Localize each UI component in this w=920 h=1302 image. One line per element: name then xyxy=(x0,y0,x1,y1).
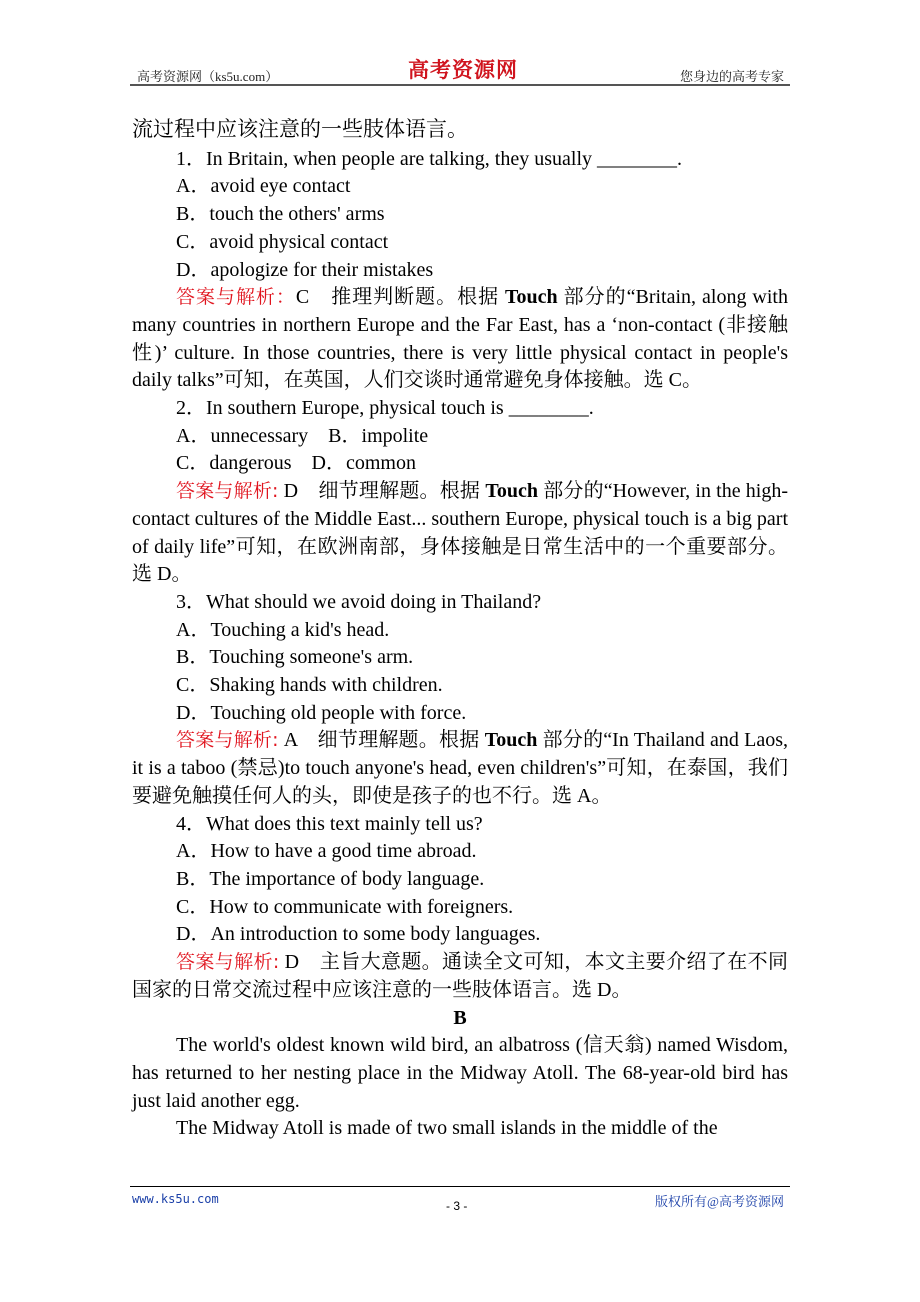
answer-option: C．dangerous D．common xyxy=(176,452,416,475)
answer-option: B．touch the others' arms xyxy=(176,203,385,226)
keyword: Touch xyxy=(505,286,558,309)
keyword: Touch xyxy=(484,729,538,752)
answer-option: D．An introduction to some body languages. xyxy=(176,923,541,946)
answer-label: 答案与解析: xyxy=(176,480,279,503)
answer-option: B．The importance of body language. xyxy=(176,867,485,890)
footer-divider xyxy=(130,1186,790,1187)
answer-letter: D xyxy=(279,951,320,974)
answer-option: A．Touching a kid's head. xyxy=(176,618,390,641)
keyword: Touch xyxy=(485,480,538,503)
explanation-text: 部分的“In Thailand and Laos, it is a taboo (禁忌)to touch anyone's head, even children's”可知，在泰国，我们要避免触摸任何人的头，即使是孩子的也不行。选 A。 xyxy=(132,729,789,807)
answer-label: 答案与解析: xyxy=(176,729,279,752)
page-number: - 3 - xyxy=(446,1199,468,1213)
footer-link[interactable]: www.ks5u.com xyxy=(132,1192,219,1206)
answer-explanation xyxy=(132,284,788,395)
explanation-text: 细节理解题。根据 xyxy=(318,480,486,503)
answer-option: C．Shaking hands with children. xyxy=(176,674,443,697)
answer-label: 答案与解析: xyxy=(176,951,280,974)
answer-explanation xyxy=(132,949,788,1004)
question-list xyxy=(132,146,788,1005)
explanation-text: 部分的“Britain, along with many countries in northern Europe and the Far East, has a ‘non-contact (非接触性)’ culture. In those countries, there is very little physical contact in people's daily talks”可知，在英国，人们交谈时通常避免身体接触。选 C。 xyxy=(132,286,788,392)
answer-option: C．How to communicate with foreigners. xyxy=(176,895,514,918)
answer-letter: A xyxy=(278,729,318,752)
question: 4．What does this text mainly tell us? xyxy=(176,812,483,835)
answer-option: D．Touching old people with force. xyxy=(176,701,467,724)
answer-letter: D xyxy=(278,480,319,503)
header-logo: 高考资源网 xyxy=(408,58,518,82)
answer-option: B．Touching someone's arm. xyxy=(176,646,414,669)
passage-paragraph: The Midway Atoll is made of two small islands in the middle of the xyxy=(176,1117,718,1140)
explanation-text: 主旨大意题。通读全文可知，本文主要介绍了在不同国家的日常交流过程中应该注意的一些肢体语言。选 D。 xyxy=(132,951,788,1001)
answer-explanation xyxy=(132,727,788,810)
passage-paragraph: The world's oldest known wild bird, an albatross (信天翁) named Wisdom, has returned to her nesting place in the Midway Atoll. The 68-year-old bird has just laid another egg. xyxy=(132,1034,788,1112)
answer-letter: C xyxy=(295,286,332,309)
answer-explanation xyxy=(132,478,788,589)
explanation-text: 部分的“However, in the high-contact cultures of the Middle East... southern Europe, physical touch is a big part of daily life”可知，在欧洲南部，身体接触是日常生活中的一个重要部分。选 D。 xyxy=(132,480,788,586)
answer-option: C．avoid physical contact xyxy=(176,230,389,253)
header-divider xyxy=(130,84,790,86)
section-heading: B xyxy=(453,1006,467,1029)
answer-label: 答案与解析： xyxy=(176,286,296,309)
header-slogan: 您身边的高考专家 xyxy=(679,69,784,84)
answer-option: A．How to have a good time abroad. xyxy=(176,840,477,863)
answer-option: A．avoid eye contact xyxy=(176,175,351,198)
document-body xyxy=(132,116,788,1143)
answer-option: A．unnecessary B．impolite xyxy=(176,424,429,447)
explanation-text: 推理判断题。根据 xyxy=(331,286,506,309)
footer-copyright: 版权所有@高考资源网 xyxy=(655,1194,784,1209)
question: 3．What should we avoid doing in Thailand? xyxy=(176,590,542,613)
question: 2．In southern Europe, physical touch is ________. xyxy=(176,397,594,420)
header-site-name: 高考资源网（ks5u.com） xyxy=(137,69,279,84)
answer-option: D．apologize for their mistakes xyxy=(176,258,434,281)
continued-text: 流过程中应该注意的一些肢体语言。 xyxy=(132,117,468,141)
explanation-text: 细节理解题。根据 xyxy=(317,729,485,752)
question: 1．In Britain, when people are talking, they usually ________. xyxy=(176,147,683,170)
